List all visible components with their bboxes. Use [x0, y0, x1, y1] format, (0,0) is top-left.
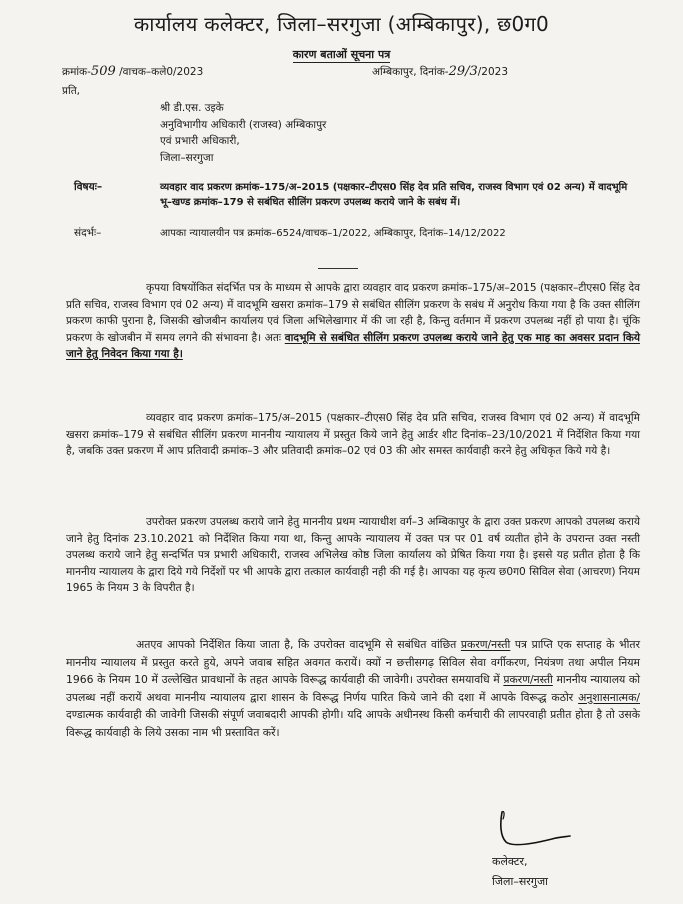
paragraph-4 [66, 636, 640, 741]
paragraph-1 [66, 280, 640, 363]
paragraph-1-text: कृपया विषयोंकित संदर्भित पत्र के माध्यम से आपके द्वारा व्यवहार वाद प्रकरण क्रमांक–175/अ–2015 (पक्षकार–टीएस0 सिंह देव प्रति सचिव, राजस्व विभाग एवं 02 अन्य) में वादभूमि खसरा क्रमांक–179 से सबंधित सीलिंग प्रकरण के सबंध में अनुरोध किया गया है कि उक्त सीलिंग प्रकरण काफी पुराना है, जिसकी खोजबीन कार्यालय एवं जिला अभिलेखागार में की जा रही है, किन्तु वर्तमान में प्रकरण उपलब्ध नहीं हो पाया है। चूंकि प्रकरण के खोजबीन में समय लगने की संभावना है। अतः [66, 282, 640, 344]
signature-mark [492, 808, 572, 853]
paragraph-4-underlined: अनुशासनात्मक/ [578, 690, 640, 704]
paragraph-4-text: माननीय न्यायालय को उपलब्ध नहीं करायें अथवा माननीय न्यायालय द्वारा शासन के विरूद्ध निर्णय पारित किये जाने की दशा में आपके विरूद्ध कठोर [66, 673, 640, 704]
paragraph-4-text: पत्र प्राप्ति एक सप्ताह के भीतर माननीय न्यायालय में प्रस्तुत करते हुये, अपने जवाब सहित अवगत करायें। क्यों न छत्तीसगढ़ सिविल सेवा वर्गीकरण, नियंत्रण तथा अपील नियम 1966 के नियम 10 में उल्लेखित प्रावधानों के तहत आपके विरूद्ध कार्यवाही की जावेगी। उपरोक्त समयावधि में [66, 638, 640, 686]
section-divider [318, 268, 358, 269]
addressee-line: जिला–सरगुजा [160, 151, 214, 164]
paragraph-3: उपरोक्त प्रकरण उपलब्ध कराये जाने हेतु माननीय प्रथम न्यायाधीश वर्ग–3 अम्बिकापुर के द्वारा उक्त प्रकरण आपको उपलब्ध कराये जाने हेतु दिनांक 23.10.2021 को निर्देशित किया गया था, किन्तु आपके न्यायालय में उक्त पत्र पर 01 वर्ष व्यतीत होने के उपरान्त उक्त नस्ती उपलब्ध कराये जाने हेतु सन्दर्भित पत्र प्रभारी अधिकारी, राजस्व अभिलेख कोष्ठ जिला कार्यालय को प्रेषित किया गया है। इससे यह प्रतीत होता है कि माननीय न्यायालय के द्वारा दिये गये निर्देशों पर भी आपके द्वारा तत्काल कार्यवाही नही की गई है। आपका यह कृत्य छ0ग0 सिविल सेवा (आचरण) नियम 1965 के नियम 3 के विपरीत है। [66, 516, 640, 594]
addressee-line: एवं प्रभारी अधिकारी, [160, 135, 240, 147]
paragraph-4-underlined: प्रकरण/नस्ती [503, 673, 553, 686]
subject-text: व्यवहार वाद प्रकरण क्रमांक–175/अ–2015 (पक्षकार–टीएस0 सिंह देव प्रति सचिव, राजस्व विभाग एवं 02 अन्य) में वादभूमि भू–खण्ड क्रमांक–179 से सबंधित सीलिंग प्रकरण उपलब्ध कराये जाने के सबंध में। [160, 182, 628, 208]
addressee-line: अनुविभागीय अधिकारी (राजस्व) अम्बिकापुर [160, 118, 327, 131]
letter-type [0, 47, 683, 62]
subject-label: विषयः– [74, 181, 103, 193]
paragraph-4-text: अतएव आपको निर्देशित किया जाता है, कि उपरोक्त वादभूमि से सबंधित वांछित [136, 638, 461, 651]
paragraph-2: व्यवहार वाद प्रकरण क्रमांक–175/अ–2015 (पक्षकार–टीएस0 सिंह देव प्रति सचिव, राजस्व विभाग एवं 02 अन्य) में वादभूमि खसरा क्रमांक–179 से सबंधित सीलिंग प्रकरण माननीय न्यायालय में प्रस्तुत किये जाने हेतु आर्डर शीट दिनांक–23/10/2021 में निर्देशित किया गया है, जबकि उक्त प्रकरण में आप प्रतिवादी क्रमांक–3 और प्रतिवादी क्रमांक–02 एवं 03 की ओर समस्त कार्यवाही करने हेतु अधिकृत किये गये है। [66, 412, 640, 457]
signatory-designation: कलेक्टर, [492, 855, 528, 868]
paragraph-1-underlined: वादभूमि से सबंधित सीलिंग प्रकरण उपलब्ध कराये जाने हेतु एक माह का अवसर प्रदान किये जाने हेतु निवेदन किया गया है। [66, 331, 640, 360]
letter-place-date [372, 64, 508, 79]
date-year: /2023 [477, 66, 509, 78]
addressee-block [160, 100, 326, 166]
addressee-line: श्री डी.एस. उइके [160, 102, 224, 114]
office-heading: कार्यालय कलेक्टर, जिला–सरगुजा (अम्बिकापुर), छ0ग0 [133, 12, 550, 36]
date-handwritten: 29/3 [448, 64, 478, 79]
prati-label: प्रति, [62, 85, 81, 97]
letter-type-text: कारण बताओं सूचना पत्र [292, 48, 391, 61]
kramank-label: क्रमांक- [62, 66, 91, 78]
reference-label: संदर्भः– [74, 227, 102, 239]
paragraph-4-text: दण्डात्मक कार्यवाही की जावेगी जिसकी संपूर्ण जवाबदारी आपकी होगी। यदि आपके अधीनस्थ किसी कर्मचारी की लापरवाही प्रतीत होता है तो उसके विरूद्ध कार्यवाही के लिये उसका नाम भी प्रस्तावित करें। [66, 708, 640, 739]
place-date-label: अम्बिकापुर, दिनांक- [372, 66, 449, 78]
letter-ref-number [62, 64, 203, 79]
kramank-number: 509 [90, 64, 116, 79]
kramank-suffix: /वाचक–कले0/2023 [119, 66, 204, 78]
paragraph-4-underlined: प्रकरण/नस्ती [460, 638, 511, 651]
reference-text: आपका न्यायालयीन पत्र क्रमांक–6524/वाचक–1/2022, अम्बिकापुर, दिनांक–14/12/2022 [160, 228, 506, 239]
signatory-district: जिला–सरगुजा [492, 875, 548, 888]
sign-off-block [492, 852, 548, 892]
